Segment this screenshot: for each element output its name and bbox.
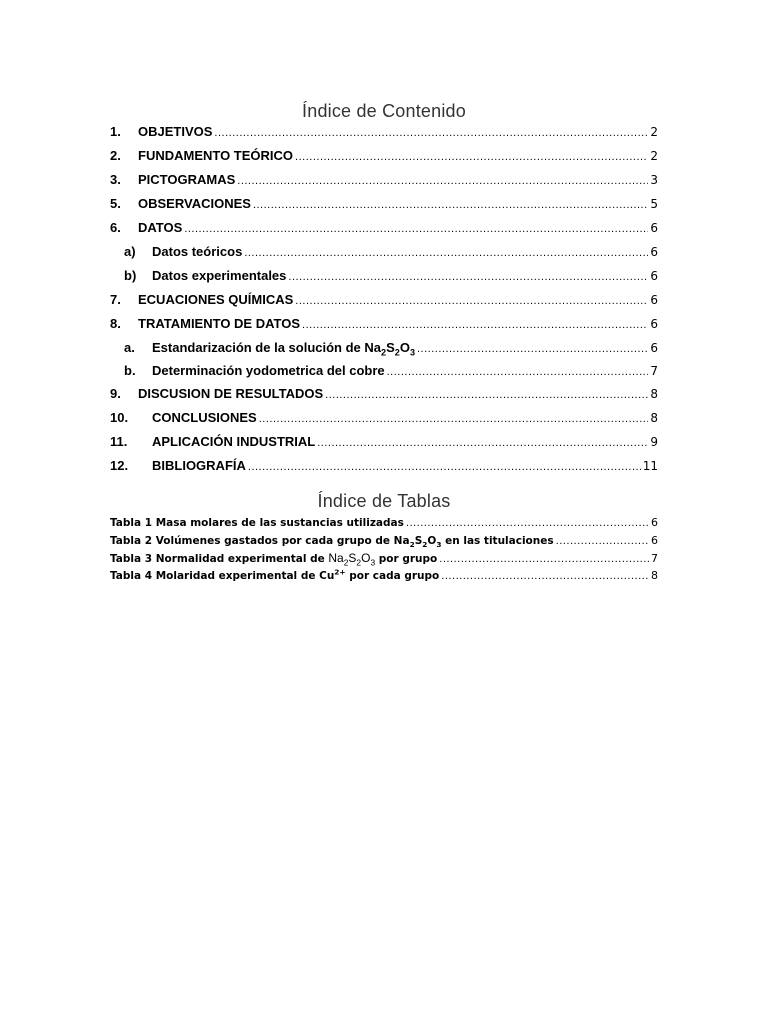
toc-entry[interactable] [110,292,658,310]
toc-entry-label: FUNDAMENTO TEÓRICO [138,148,294,163]
toc-entry-number: 11. [110,434,128,449]
toc-entry-label: ECUACIONES QUÍMICAS [138,292,294,307]
toc-entry-page: 6 [650,341,658,355]
dot-leader [237,175,648,187]
dot-leader [325,389,648,401]
toc-entry-page: 5 [650,197,658,211]
toc-entry[interactable] [110,172,658,190]
toc-entry-label: Determinación yodometrica del cobre [152,363,385,378]
toc-subentry[interactable] [124,363,658,381]
toc-subentry[interactable] [124,340,658,358]
toc-entry-number: 9. [110,386,121,401]
toc-entry-number: 1. [110,124,121,139]
toc-entry-number: b. [124,363,136,378]
toc-entry-label: DATOS [138,220,183,235]
table-index-entry[interactable] [110,534,658,550]
dot-leader [417,343,648,355]
toc-entry-number: a. [124,340,135,355]
table-index-label: Tabla 1 Masa molares de las sustancias utilizadas [110,517,404,529]
table-index-entry[interactable] [110,516,658,532]
toc-entry-page: 7 [650,364,658,378]
toc-subentry[interactable] [124,244,658,262]
toc-entry-label: APLICACIÓN INDUSTRIAL [152,434,316,449]
toc-entry[interactable] [110,124,658,142]
dot-leader [248,461,641,473]
toc-entry-number: 6. [110,220,121,235]
toc-entry[interactable] [110,148,658,166]
dot-leader [441,571,649,582]
dot-leader [295,151,648,163]
dot-leader [387,366,649,378]
toc-entry[interactable] [110,410,658,428]
toc-entry-label: Estandarización de la solución de $Na_2S_2O_3$ [152,340,415,358]
toc-entry-page: 2 [650,125,658,139]
toc-entry-label: Datos teóricos [152,244,243,259]
dot-leader [302,319,648,331]
toc-entry-label: TRATAMIENTO DE DATOS [138,316,301,331]
table-index-label: Tabla 3 Normalidad experimental de $Na_2S_2O_3$ por grupo [110,551,438,568]
table-index-page: 6 [651,534,658,547]
dot-leader [288,271,648,283]
toc-entry[interactable] [110,458,658,476]
dot-leader [184,223,648,235]
dot-leader [406,518,649,529]
toc-entry-number: 10. [110,410,129,425]
toc-entry-page: 6 [650,317,658,331]
table-index-page: 7 [651,552,658,565]
toc-entry[interactable] [110,220,658,238]
toc-entry-label: Datos experimentales [152,268,287,283]
dot-leader [295,295,648,307]
toc-entry-page: 8 [650,411,658,425]
dot-leader [259,413,649,425]
toc-entry-page: 11 [642,459,658,473]
table-index-label: Tabla 2 Volúmenes gastados por cada grupo de $Na_2S_2O_3$ en las titulaciones [110,535,554,550]
table-index-page: 8 [651,569,658,582]
dot-leader [439,554,649,565]
toc-entry-number: 5. [110,196,121,211]
toc-entry-page: 6 [650,245,658,259]
dot-leader [317,437,648,449]
toc-entry-label: OBSERVACIONES [138,196,251,211]
toc-entry-number: a) [124,244,136,259]
toc-entry[interactable] [110,196,658,214]
toc-entry-number: 2. [110,148,121,163]
dot-leader [253,199,648,211]
toc-entry-page: 9 [650,435,658,449]
toc-entry-number: 8. [110,316,121,331]
dot-leader [214,127,648,139]
toc-entry-label: DISCUSION DE RESULTADOS [138,386,324,401]
toc-heading: Índice de Contenido [302,101,466,121]
table-index-entry[interactable] [110,551,658,567]
table-index-label: Tabla 4 Molaridad experimental de $Cu^{2+}$ por cada grupo [110,567,440,582]
toc-entry-page: 6 [650,293,658,307]
toc-entry-page: 6 [650,221,658,235]
toc-entry-label: CONCLUSIONES [152,410,257,425]
toc-entry-page: 8 [650,387,658,401]
tables-index-heading: Índice de Tablas [317,491,451,511]
toc-entry-label: BIBLIOGRAFÍA [152,458,246,473]
toc-entry-page: 3 [650,173,658,187]
toc-entry-label: OBJETIVOS [138,124,213,139]
table-index-entry[interactable] [110,569,658,585]
toc-entry-number: b) [124,268,137,283]
dot-leader [556,536,649,547]
toc-subentry[interactable] [124,268,658,286]
toc-entry-number: 7. [110,292,121,307]
toc-entry-label: PICTOGRAMAS [138,172,236,187]
toc-entry[interactable] [110,434,658,452]
dot-leader [244,247,648,259]
toc-entry-page: 2 [650,149,658,163]
table-index-page: 6 [651,516,658,529]
toc-entry-page: 6 [650,269,658,283]
toc-entry[interactable] [110,316,658,334]
toc-entry[interactable] [110,386,658,404]
toc-entry-number: 3. [110,172,121,187]
toc-entry-number: 12. [110,458,129,473]
